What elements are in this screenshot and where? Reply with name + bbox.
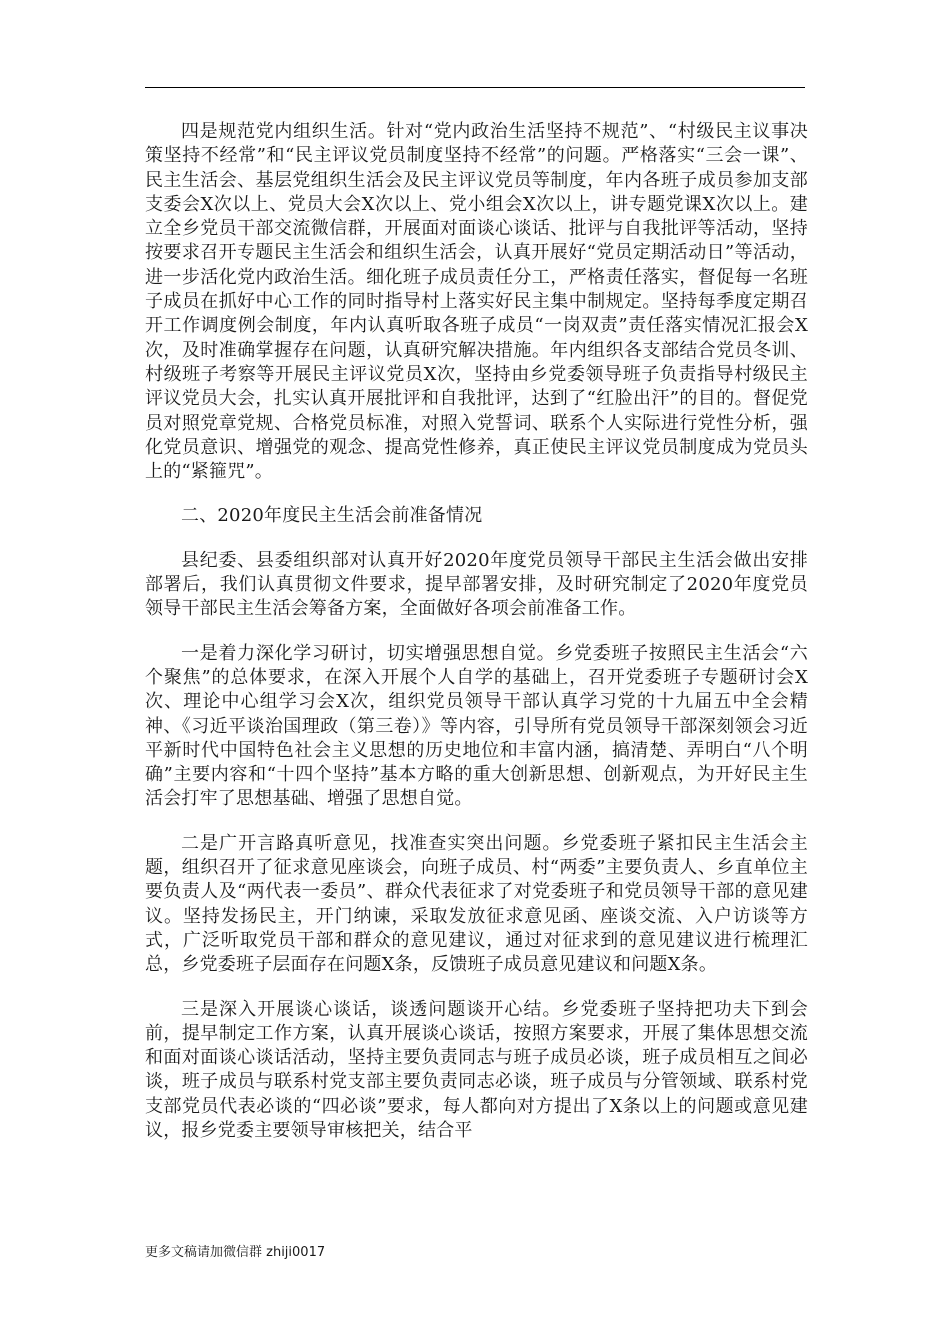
header-divider (145, 87, 805, 88)
document-body (145, 120, 808, 1163)
paragraph-opinions: 二是广开言路真听意见，找准查实突出问题。乡党委班子紧扣民主生活会主题，组织召开了征求意见座谈会，向班子成员、村“两委”主要负责人、乡直单位主要负责人及“两代表一委员”、群众代表征求了对党委班子和党员领导干部的意见建议。坚持发扬民主，开门纳谏，采取发放征求意见函、座谈交流、入户访谈等方式，广泛听取党员干部和群众的意见建议，通过对征求到的意见建议进行梳理汇总，乡党委班子层面存在问题X条，反馈班子成员意见建议和问题X条。 (145, 832, 808, 976)
section-heading: 二、2020年度民主生活会前准备情况 (181, 505, 483, 527)
paragraph-talks: 三是深入开展谈心谈话，谈透问题谈开心结。乡党委班子坚持把功夫下到会前，提早制定工作方案，认真开展谈心谈话，按照方案要求，开展了集体思想交流和面对面谈心谈话活动，坚持主要负责同志与班子成员必谈，班子成员相互之间必谈，班子成员与联系村党支部主要负责同志必谈，班子成员与分管领域、联系村党支部党员代表必谈的“四必谈”要求，每人都向对方提出了X条以上的问题或意见建议，报乡党委主要领导审核把关，结合平 (145, 998, 808, 1141)
paragraph-preparation-intro: 县纪委、县委组织部对认真开好2020年度党员领导干部民主生活会做出安排部署后，我们认真贯彻文件要求，提早部署安排，及时研究制定了2020年度党员领导干部民主生活会筹备方案，全面做好各项会前准备工作。 (145, 549, 808, 620)
footer-note: 更多文稿请加微信群 zhiji0017 (145, 1245, 326, 1260)
paragraph-study: 一是着力深化学习研讨，切实增强思想自觉。乡党委班子按照民主生活会“六个聚焦”的总体要求，在深入开展个人自学的基础上，召开党委班子专题研讨会X次、理论中心组学习会X次，组织党员领导干部认真学习党的十九届五中全会精神、《习近平谈治国理政（第三卷）》等内容，引导所有党员领导干部深刻领会习近平新时代中国特色社会主义思想的历史地位和丰富内涵，搞清楚、弄明白“八个明确”主要内容和“十四个坚持”基本方略的重大创新思想、创新观点，为开好民主生活会打牢了思想基础、增强了思想自觉。 (145, 642, 808, 810)
paragraph-organization-life: 四是规范党内组织生活。针对“党内政治生活坚持不规范”、“村级民主议事决策坚持不经常”和“民主评议党员制度坚持不经常”的问题。严格落实“三会一课”、民主生活会、基层党组织生活会及民主评议党员等制度，年内各班子成员参加支部支委会X次以上、党员大会X次以上、党小组会X次以上，讲专题党课X次以上。建立全乡党员干部交流微信群，开展面对面谈心谈话、批评与自我批评等活动，坚持按要求召开专题民主生活会和组织生活会，认真开展好“党员定期活动日”等活动，进一步活化党内政治生活。细化班子成员责任分工，严格责任落实，督促每一名班子成员在抓好中心工作的同时指导村上落实好民主集中制规定。坚持每季度定期召开工作调度例会制度，年内认真听取各班子成员“一岗双责”责任落实情况汇报会X次，及时准确掌握存在问题，认真研究解决措施。年内组织各支部结合党员冬训、村级班子考察等开展民主评议党员X次，坚持由乡党委领导班子负责指导村级民主评议党员大会，扎实认真开展批评和自我批评，达到了“红脸出汗”的目的。督促党员对照党章党规、合格党员标准，对照入党誓词、联系个人实际进行党性分析，强化党员意识、增强党的观念、提高党性修养，真正使民主评议党员制度成为党员头上的“紧箍咒”。 (145, 121, 808, 483)
